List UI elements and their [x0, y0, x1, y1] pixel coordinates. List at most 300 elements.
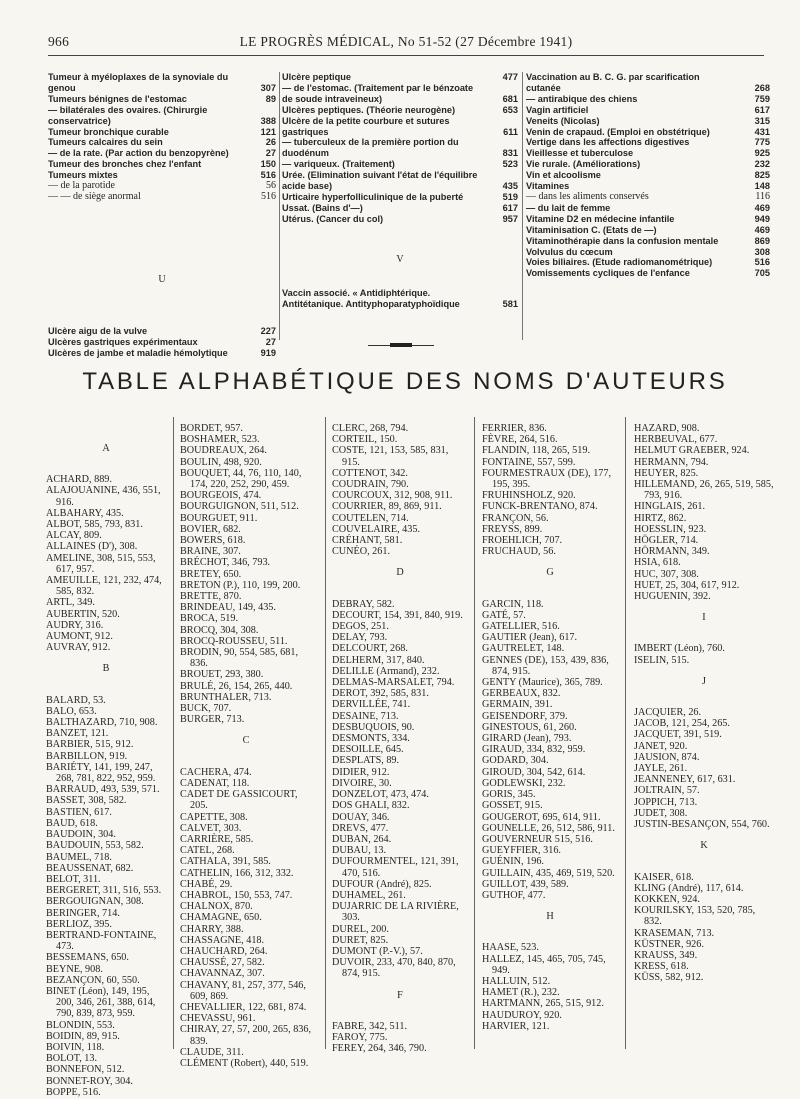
- author-entry: CHEVALLIER, 122, 681, 874.: [180, 1001, 307, 1013]
- subject-entry: [282, 83, 518, 105]
- entry-text: Vertige dans les affections digestives: [526, 137, 690, 148]
- author-entry: JUDET, 308.: [634, 807, 688, 819]
- author-entry: COURCOUX, 312, 908, 911.: [332, 490, 453, 502]
- entry-page: 949: [754, 213, 770, 224]
- subject-entry: [526, 214, 770, 225]
- author-entry: HAZARD, 908.: [634, 423, 700, 434]
- author-entry: FREYSS, 899.: [482, 523, 543, 535]
- author-entry: GEISENDORF, 379.: [482, 710, 568, 722]
- entry-page: 919: [260, 347, 276, 358]
- author-entry: GUILLAIN, 435, 469, 519, 520.: [482, 867, 615, 879]
- entry-text: Urticaire hyperfolliculinique de la puberté: [282, 191, 464, 202]
- author-entry: KOURILSKY, 153, 520, 785, 832.: [634, 905, 756, 928]
- author-entry: GODLEWSKI, 232.: [482, 777, 566, 789]
- author-entry: CHABROL, 150, 553, 747.: [180, 889, 293, 901]
- subject-entry: [526, 257, 770, 268]
- subject-entry: [526, 148, 770, 159]
- subject-entry: [282, 192, 518, 203]
- author-entry: GATÉ, 57.: [482, 609, 526, 621]
- letter-heading: G: [546, 567, 554, 579]
- author-entry: BOSHAMER, 523.: [180, 434, 260, 446]
- letter-heading: C: [242, 735, 250, 747]
- author-entry: GIRARD (Jean), 793.: [482, 733, 572, 745]
- entry-text: — variqueux. (Traitement): [282, 159, 395, 170]
- subject-entry: [282, 203, 518, 214]
- entry-page: 523: [502, 159, 518, 170]
- entry-text: — antirabique des chiens: [526, 93, 638, 104]
- subject-entry: [526, 236, 770, 247]
- entry-text: — de la parotide: [48, 180, 115, 192]
- author-entry: AMELINE, 308, 515, 553, 617, 957.: [46, 552, 156, 575]
- letter-heading: D: [396, 567, 404, 579]
- subject-entry: [48, 159, 276, 170]
- author-entry: ACHARD, 889.: [46, 474, 112, 486]
- author-entry: FONTAINE, 557, 599.: [482, 456, 576, 468]
- author-entry: ALLAINES (D'), 308.: [46, 541, 138, 553]
- author-entry: CORTEIL, 150.: [332, 434, 398, 446]
- author-entry: JUSTIN-BESANÇON, 554, 760.: [634, 819, 770, 831]
- author-entry: BEZANÇON, 60, 550.: [46, 974, 140, 986]
- subject-index-column-1: [48, 72, 276, 359]
- column-divider: [474, 417, 475, 1049]
- entry-text: — bilatérales des ovaires. (Chirurgie conservatrice): [48, 104, 208, 126]
- ornament-divider: [368, 342, 434, 348]
- author-entry: DUHAMEL, 261.: [332, 889, 406, 901]
- author-entry: HAASE, 523.: [482, 942, 539, 954]
- author-entry: DEBRAY, 582.: [332, 598, 395, 610]
- page-number: 966: [48, 34, 70, 49]
- entry-page: 388: [260, 115, 276, 126]
- author-entry: FLANDIN, 118, 265, 519.: [482, 445, 591, 457]
- author-entry: AMEUILLE, 121, 232, 474, 585, 832.: [46, 575, 162, 598]
- author-entry: BESSEMANS, 650.: [46, 952, 129, 964]
- author-entry: DOUAY, 346.: [332, 811, 390, 823]
- entry-text: Vagin artificiel: [526, 104, 589, 115]
- entry-text: Veneits (Nicolas): [526, 115, 600, 126]
- subject-entry: [282, 105, 518, 116]
- author-entry: GENTY (Maurice), 365, 789.: [482, 677, 603, 689]
- author-entry: FROEHLICH, 707.: [482, 535, 563, 547]
- author-entry: GOUNELLE, 26, 512, 586, 911.: [482, 822, 615, 834]
- subject-entry: [48, 137, 276, 148]
- author-entry: FAROY, 775.: [332, 1031, 388, 1043]
- author-entry: CATHELIN, 166, 312, 332.: [180, 867, 294, 879]
- author-entry: BALO, 653.: [46, 705, 97, 717]
- author-entry: HUC, 307, 308.: [634, 568, 699, 580]
- author-column-1: [46, 423, 166, 1098]
- subject-entry: [48, 348, 276, 359]
- author-entry: BASTIEN, 617.: [46, 806, 112, 818]
- author-entry: DUREL, 200.: [332, 923, 389, 935]
- author-entry: BOUQUET, 44, 76, 110, 140, 174, 220, 252, 290, 459.: [180, 467, 302, 491]
- author-entry: JACQUIER, 26.: [634, 707, 702, 719]
- author-entry: KRAUSS, 349.: [634, 949, 698, 961]
- author-entry: BARBIER, 515, 912.: [46, 739, 134, 751]
- subject-entry: [48, 105, 276, 127]
- entry-page: 469: [754, 224, 770, 235]
- author-entry: HEUYER, 825.: [634, 467, 699, 479]
- subject-entry: [48, 94, 276, 105]
- subject-entry: [526, 225, 770, 236]
- author-entry: KOKKEN, 924.: [634, 893, 700, 905]
- entry-text: — de l'estomac. (Traitement par le bénzoate de soude intraveineux): [282, 82, 474, 104]
- author-entry: COURRIER, 89, 869, 911.: [332, 501, 442, 513]
- entry-text: Vieillesse et tuberculose: [526, 148, 634, 159]
- entry-page: 56: [266, 180, 276, 192]
- author-entry: GOUVERNEUR 515, 516.: [482, 833, 593, 845]
- running-header: [48, 34, 764, 54]
- entry-page: 27: [265, 336, 276, 347]
- author-entry: BURGER, 713.: [180, 714, 245, 726]
- subject-entry: [526, 137, 770, 148]
- author-entry: BROUET, 293, 380.: [180, 669, 264, 681]
- author-entry: DESPLATS, 89.: [332, 755, 400, 767]
- author-entry: CADENAT, 118.: [180, 777, 250, 789]
- author-entry: GUILLOT, 439, 589.: [482, 878, 569, 890]
- entry-text: Volvulus du cœcum: [526, 246, 613, 257]
- subject-entry: [526, 72, 770, 94]
- author-entry: ALCAY, 809.: [46, 530, 102, 542]
- author-entry: GENNES (DE), 153, 439, 836, 874, 915.: [482, 654, 609, 677]
- author-entry: CLERC, 268, 794.: [332, 423, 409, 434]
- letter-heading: F: [397, 989, 403, 1001]
- entry-page: 519: [502, 191, 518, 202]
- entry-text: Vie rurale. (Améliorations): [526, 159, 641, 170]
- entry-page: 516: [754, 257, 770, 268]
- journal-title: LE PROGRÈS MÉDICAL, No 51-52 (27 Décembre 1941): [239, 34, 573, 49]
- author-entry: GORIS, 345.: [482, 789, 536, 801]
- author-entry: HAUDUROY, 920.: [482, 1009, 562, 1021]
- entry-text: Ussat. (Bains d'—): [282, 202, 363, 213]
- author-entry: GERMAIN, 391.: [482, 699, 553, 711]
- subject-entry: [48, 192, 276, 203]
- subject-entry: [282, 170, 518, 192]
- author-entry: KÜSS, 582, 912.: [634, 972, 704, 984]
- author-entry: JOPPICH, 713.: [634, 796, 698, 808]
- author-entry: CHIRAY, 27, 57, 200, 265, 836, 839.: [180, 1024, 312, 1047]
- author-entry: CARRIÈRE, 585.: [180, 833, 254, 845]
- author-entry: ALBAHARY, 435.: [46, 507, 124, 519]
- entry-page: 617: [754, 104, 770, 115]
- entry-text: — tuberculeux de la première portion du duodénum: [282, 137, 459, 159]
- author-entry: CAPETTE, 308.: [180, 811, 248, 823]
- entry-text: Vitamines: [526, 181, 570, 192]
- entry-text: — du lait de femme: [526, 202, 611, 213]
- entry-text: Tumeur à myéloplaxes de la synoviale du genou: [48, 72, 229, 93]
- author-entry: DELAY, 793.: [332, 632, 388, 644]
- author-entry: BERGERET, 311, 516, 553.: [46, 885, 162, 897]
- entry-page: 869: [754, 235, 770, 246]
- letter-heading: J: [702, 675, 706, 687]
- entry-text: Ulcère aigu de la vulve: [48, 325, 148, 336]
- author-entry: DESMONTS, 334.: [332, 733, 410, 745]
- column-divider: [279, 72, 280, 337]
- author-entry: HUGUENIN, 392.: [634, 591, 711, 603]
- author-entry: HOESSLIN, 923.: [634, 523, 707, 535]
- author-entry: GIRAUD, 334, 832, 959.: [482, 744, 586, 756]
- entry-text: Ulcères peptiques. (Théorie neurogène): [282, 104, 456, 115]
- author-entry: AUDRY, 316.: [46, 619, 104, 631]
- author-entry: DIDIER, 912.: [332, 766, 390, 778]
- author-entry: GUÉNIN, 196.: [482, 856, 544, 868]
- author-entry: BERGOUIGNAN, 308.: [46, 896, 144, 908]
- author-entry: BROCQ-ROUSSEU, 511.: [180, 635, 288, 647]
- author-entry: HALLEZ, 145, 465, 705, 745, 949.: [482, 953, 606, 976]
- letter-heading: H: [546, 911, 554, 923]
- author-entry: KRESS, 618.: [634, 961, 689, 973]
- author-entry: DUVOIR, 233, 470, 840, 870, 874, 915.: [332, 957, 456, 980]
- author-entry: CATEL, 268.: [180, 845, 235, 857]
- author-entry: DUBAU, 13.: [332, 845, 387, 857]
- author-entry: COUDRAIN, 790.: [332, 479, 409, 491]
- entry-text: Vitaminisation C. (Etats de —): [526, 224, 657, 235]
- author-column-2: [180, 423, 312, 1069]
- subject-entry: [526, 159, 770, 170]
- entry-text: Tumeurs bénignes de l'estomac: [48, 93, 187, 104]
- author-entry: IMBERT (Léon), 760.: [634, 643, 725, 655]
- author-entry: HERBEUVAL, 677.: [634, 434, 718, 446]
- entry-page: 148: [754, 181, 770, 192]
- author-entry: BRUNTHALER, 713.: [180, 691, 272, 703]
- author-entry: JACQUET, 391, 519.: [634, 729, 722, 741]
- author-entry: CHAMAGNE, 650.: [180, 912, 262, 924]
- author-entry: CADET DE GASSICOURT, 205.: [180, 789, 298, 812]
- author-entry: BOWERS, 618.: [180, 535, 246, 547]
- author-entry: HERMANN, 794.: [634, 456, 709, 468]
- letter-heading: A: [102, 443, 110, 454]
- author-entry: FUNCK-BRENTANO, 874.: [482, 501, 598, 513]
- author-entry: BOURGUIGNON, 511, 512.: [180, 501, 299, 513]
- index-title: TABLE ALPHABÉTIQUE DES NOMS D'AUTEURS: [82, 368, 728, 395]
- author-entry: BROCA, 519.: [180, 613, 239, 625]
- entry-text: Tumeur des bronches chez l'enfant: [48, 159, 202, 170]
- author-entry: BRETEY, 650.: [180, 568, 242, 580]
- author-entry: DUJARRIC DE LA RIVIÈRE, 303.: [332, 901, 459, 924]
- author-entry: DELCOURT, 268.: [332, 643, 408, 655]
- author-entry: DIVOIRE, 30.: [332, 777, 392, 789]
- author-entry: BARIÉTY, 141, 199, 247, 268, 781, 822, 952, 959.: [46, 761, 156, 785]
- entry-page: 477: [502, 72, 518, 82]
- author-entry: HARVIER, 121.: [482, 1020, 550, 1032]
- author-entry: JAUSION, 874.: [634, 751, 700, 763]
- author-index: [46, 417, 774, 1098]
- entry-text: Venin de crapaud. (Emploi en obstétrique): [526, 126, 710, 137]
- author-entry: BEAUSSENAT, 682.: [46, 862, 134, 874]
- entry-page: 581: [502, 298, 518, 309]
- subject-entry: [526, 192, 770, 203]
- author-entry: BAUMEL, 718.: [46, 851, 112, 863]
- subject-entry: [526, 268, 770, 279]
- author-entry: DESBUQUOIS, 90.: [332, 721, 415, 733]
- author-entry: FRUHINSHOLZ, 920.: [482, 490, 576, 502]
- entry-text: Urée. (Elimination suivant l'état de l'équilibre acide base): [282, 170, 478, 192]
- entry-page: 227: [260, 325, 276, 336]
- subject-entry: [282, 288, 518, 310]
- author-entry: BRAINE, 307.: [180, 546, 241, 558]
- author-entry: HELMUT GRAEBER, 924.: [634, 445, 750, 457]
- subject-entry: [526, 105, 770, 116]
- column-divider: [325, 417, 326, 1049]
- author-entry: FOURMESTRAUX (DE), 177, 195, 395.: [482, 467, 612, 491]
- header-rule: [48, 55, 764, 56]
- entry-text: Ulcères de jambe et maladie hémolytique: [48, 347, 228, 358]
- author-entry: CHASSAGNE, 418.: [180, 934, 265, 946]
- author-entry: KRASEMAN, 713.: [634, 927, 715, 939]
- author-entry: JAYLE, 261.: [634, 763, 688, 775]
- author-entry: ARTL, 349.: [46, 597, 95, 609]
- entry-page: 121: [260, 126, 276, 137]
- entry-text: Ulcères gastriques expérimentaux: [48, 336, 198, 347]
- entry-page: 27: [265, 148, 276, 159]
- author-entry: AUBERTIN, 520.: [46, 608, 120, 620]
- author-entry: BUCK, 707.: [180, 703, 232, 715]
- author-entry: BONNET-ROY, 304.: [46, 1075, 133, 1087]
- author-entry: BONNEFON, 512.: [46, 1064, 125, 1076]
- author-entry: KÜSTNER, 926.: [634, 938, 704, 950]
- author-entry: HÖRMANN, 349.: [634, 546, 710, 558]
- author-entry: BOVIER, 682.: [180, 523, 241, 535]
- author-entry: BINET (Léon), 149, 195, 200, 346, 261, 388, 614, 790, 839, 873, 959.: [46, 985, 156, 1020]
- subject-entry: [48, 337, 276, 348]
- author-entry: HINGLAIS, 261.: [634, 501, 706, 513]
- author-entry: GINESTOUS, 61, 260.: [482, 721, 577, 733]
- author-entry: FRUCHAUD, 56.: [482, 546, 556, 558]
- author-entry: DUFOURMENTEL, 121, 391, 470, 516.: [332, 856, 459, 879]
- author-entry: BOIVIN, 118.: [46, 1041, 105, 1053]
- author-entry: CHALNOX, 870.: [180, 901, 253, 913]
- subject-index-column-3: [526, 72, 770, 279]
- author-entry: BORDET, 957.: [180, 423, 243, 434]
- author-entry: DELMAS-MARSALET, 794.: [332, 677, 455, 689]
- entry-page: 435: [502, 181, 518, 192]
- subject-entry: [48, 148, 276, 159]
- entry-page: 957: [502, 213, 518, 224]
- author-entry: FRANÇON, 56.: [482, 512, 549, 524]
- letter-heading: B: [102, 663, 110, 675]
- author-entry: JACOB, 121, 254, 265.: [634, 718, 730, 730]
- entry-text: Ulcère peptique: [282, 72, 351, 82]
- entry-page: 26: [265, 137, 276, 148]
- entry-page: 681: [502, 93, 518, 104]
- entry-page: 307: [260, 82, 276, 93]
- author-entry: CHEVASSU, 961.: [180, 1013, 256, 1025]
- author-entry: CUNÉO, 261.: [332, 546, 391, 558]
- letter-heading: K: [700, 840, 708, 852]
- author-entry: HIRTZ, 862.: [634, 512, 687, 524]
- author-column-5: [634, 423, 774, 984]
- author-entry: HAMET (R.), 232.: [482, 987, 560, 999]
- entry-text: Vaccination au B. C. G. par scarification cutanée: [526, 72, 700, 93]
- entry-page: 925: [754, 148, 770, 159]
- author-entry: ISELIN, 515.: [634, 654, 690, 666]
- entry-page: 116: [755, 190, 770, 202]
- author-entry: BARBILLON, 919.: [46, 750, 128, 762]
- author-entry: DERVILLÉE, 741.: [332, 699, 411, 711]
- subject-entry: [282, 137, 518, 159]
- author-entry: BOURGEOIS, 474.: [180, 490, 262, 502]
- entry-page: 831: [502, 148, 518, 159]
- entry-text: Voies biliaires. (Etude radiomanométrique): [526, 257, 713, 268]
- entry-text: Ulcère de la petite courbure et sutures gastriques: [282, 115, 450, 137]
- section-letter: V: [396, 253, 404, 265]
- author-entry: CALVET, 303.: [180, 822, 242, 834]
- author-entry: DELHERM, 317, 840.: [332, 654, 425, 666]
- author-entry: KLING (André), 117, 614.: [634, 882, 744, 894]
- author-entry: CATHALA, 391, 585.: [180, 856, 271, 868]
- author-entry: FERRIER, 836.: [482, 423, 547, 434]
- entry-page: 150: [260, 159, 276, 170]
- subject-entry: [526, 203, 770, 214]
- entry-page: 516: [260, 170, 276, 181]
- entry-page: 469: [754, 202, 770, 213]
- author-entry: CHARRY, 388.: [180, 923, 244, 935]
- entry-page: 759: [754, 93, 770, 104]
- author-entry: CHAVANNAZ, 307.: [180, 968, 265, 980]
- subject-entry: [48, 72, 276, 94]
- column-divider: [522, 72, 523, 337]
- author-entry: BANZET, 121.: [46, 728, 109, 740]
- entry-text: Vomissements cycliques de l'enfance: [526, 268, 690, 279]
- author-entry: GODARD, 304.: [482, 755, 549, 767]
- column-divider: [625, 417, 626, 1049]
- author-entry: AUVRAY, 912.: [46, 642, 111, 654]
- entry-page: 617: [502, 202, 518, 213]
- author-entry: BOIDIN, 89, 915.: [46, 1030, 120, 1042]
- subject-entry: [48, 127, 276, 138]
- author-entry: BAUDOIN, 304.: [46, 829, 116, 841]
- entry-page: 308: [754, 246, 770, 257]
- author-entry: GUTHOF, 477.: [482, 889, 546, 901]
- author-entry: COSTE, 121, 153, 585, 831, 915.: [332, 445, 449, 468]
- entry-text: — dans les aliments conservés: [526, 190, 649, 202]
- author-entry: FÈVRE, 264, 516.: [482, 434, 558, 446]
- entry-page: 268: [754, 82, 770, 93]
- entry-text: Tumeurs mixtes: [48, 170, 118, 181]
- entry-page: 315: [754, 115, 770, 126]
- author-entry: GERBEAUX, 832.: [482, 688, 561, 700]
- author-entry: GATELLIER, 516.: [482, 621, 560, 633]
- author-entry: BALARD, 53.: [46, 694, 106, 706]
- author-entry: BAUDOUIN, 553, 582.: [46, 840, 144, 852]
- author-entry: ALAJOUANINE, 436, 551, 916.: [46, 485, 161, 508]
- entry-page: 232: [754, 159, 770, 170]
- author-entry: CLAUDE, 311.: [180, 1046, 244, 1058]
- author-entry: CLÉMENT (Robert), 440, 519.: [180, 1057, 309, 1069]
- author-entry: BERINGER, 714.: [46, 907, 120, 919]
- author-entry: BRETON (P.), 110, 199, 200.: [180, 579, 301, 591]
- author-entry: BALTHAZARD, 710, 908.: [46, 717, 158, 729]
- entry-page: 775: [754, 137, 770, 148]
- entry-page: 516: [261, 190, 276, 202]
- entry-page: 611: [503, 126, 518, 137]
- author-entry: HILLEMAND, 26, 265, 519, 585, 793, 916.: [634, 479, 774, 502]
- author-entry: BRINDEAU, 149, 435.: [180, 602, 276, 614]
- author-entry: BRULÉ, 26, 154, 265, 440.: [180, 680, 293, 692]
- author-entry: BOULIN, 498, 920.: [180, 456, 262, 468]
- author-entry: AUMONT, 912.: [46, 631, 113, 643]
- author-entry: JOLTRAIN, 57.: [634, 785, 700, 797]
- author-entry: CHABÉ, 29.: [180, 878, 233, 890]
- letter-heading: I: [702, 612, 706, 624]
- author-column-4: [482, 423, 618, 1032]
- author-entry: DEGOS, 251.: [332, 621, 389, 633]
- author-entry: FEREY, 264, 346, 790.: [332, 1043, 427, 1055]
- author-entry: HALLUIN, 512.: [482, 975, 551, 987]
- author-entry: COTTENOT, 342.: [332, 467, 408, 479]
- author-entry: ALBOT, 585, 793, 831.: [46, 519, 143, 531]
- author-entry: GARCIN, 118.: [482, 598, 544, 610]
- subject-entry: [526, 127, 770, 138]
